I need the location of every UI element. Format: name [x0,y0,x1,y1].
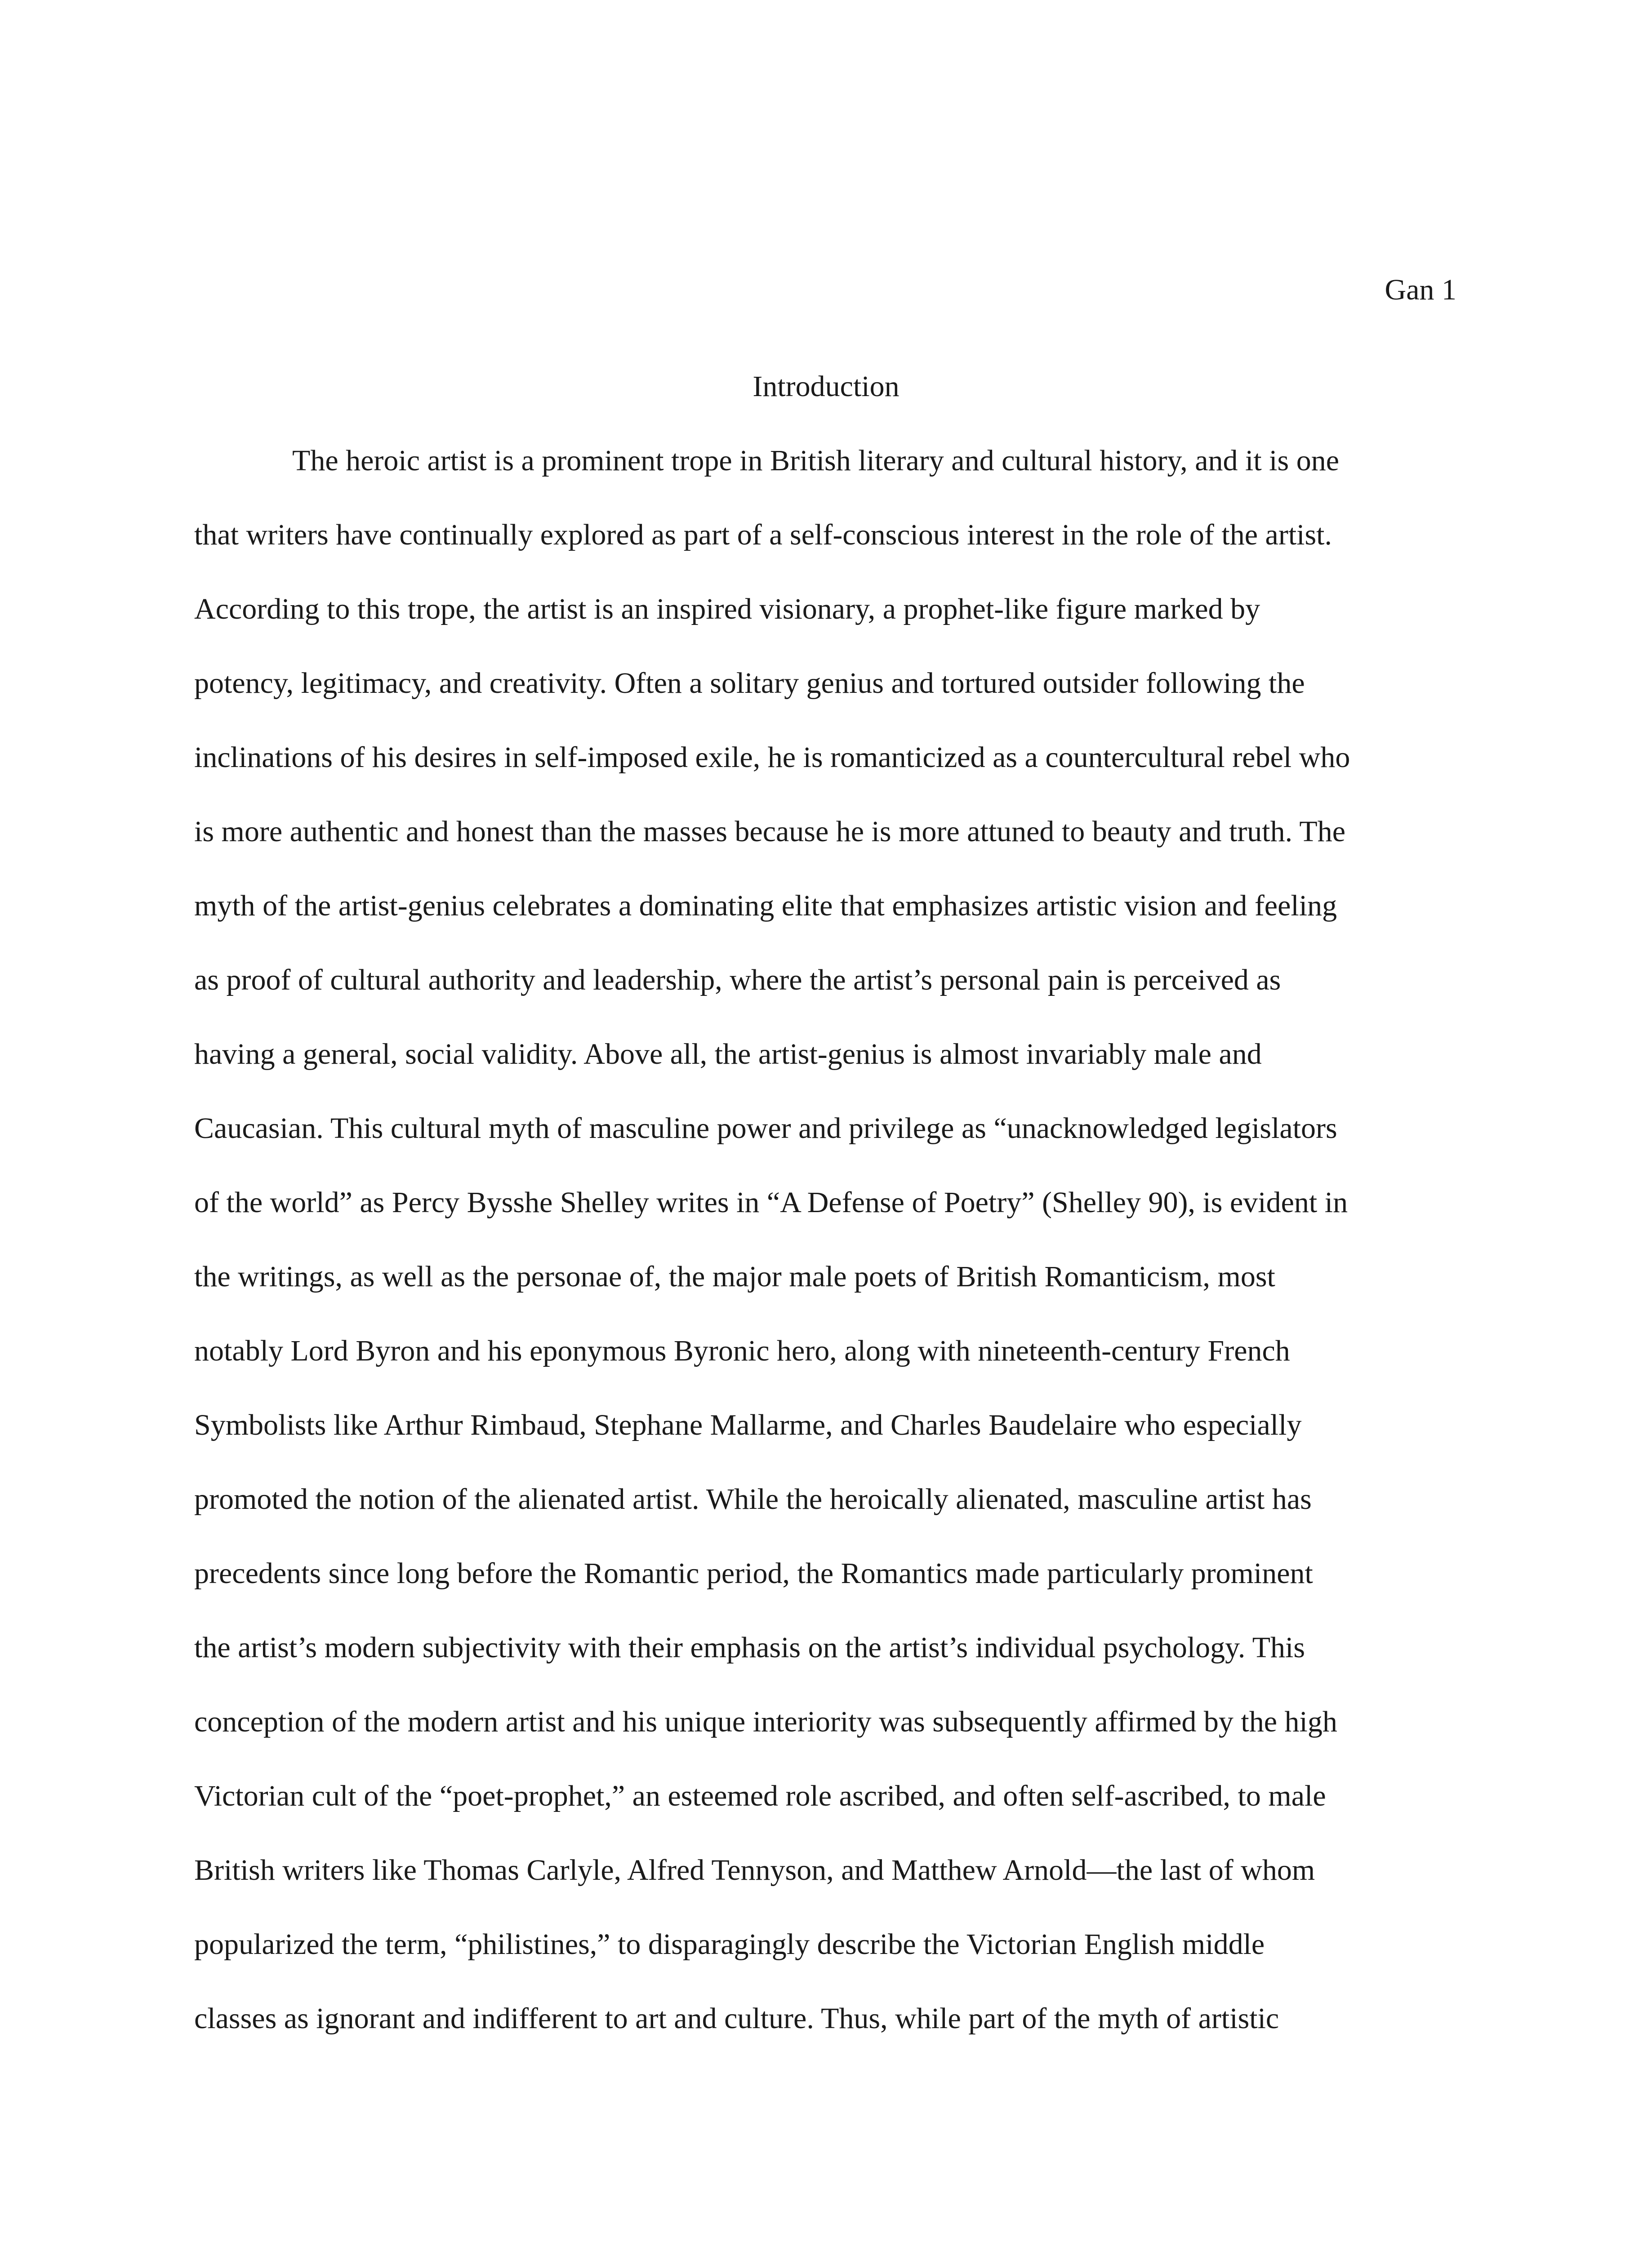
paragraph-line: potency, legitimacy, and creativity. Often a solitary genius and tortured outsider following the [194,667,1305,700]
paragraph-line: classes as ignorant and indifferent to art and culture. Thus, while part of the myth of artistic [194,2002,1279,2035]
paragraph-line: the writings, as well as the personae of, the major male poets of British Romanticism, most [194,1260,1275,1293]
section-heading: Introduction [753,370,899,403]
paragraph-line: is more authentic and honest than the masses because he is more attuned to beauty and truth. The [194,815,1346,848]
paragraph-line: conception of the modern artist and his unique interiority was subsequently affirmed by the high [194,1705,1337,1738]
paragraph-line: the artist’s modern subjectivity with their emphasis on the artist’s individual psychology. This [194,1631,1305,1664]
running-head: Gan 1 [1385,273,1456,306]
paragraph-line: notably Lord Byron and his eponymous Byronic hero, along with nineteenth-century French [194,1334,1290,1367]
paragraph-line: Caucasian. This cultural myth of masculine power and privilege as “unacknowledged legislators [194,1112,1337,1145]
paragraph-line: precedents since long before the Romantic period, the Romantics made particularly prominent [194,1557,1313,1590]
paragraph-line: as proof of cultural authority and leadership, where the artist’s personal pain is perceived as [194,963,1281,996]
paragraph-line: myth of the artist-genius celebrates a dominating elite that emphasizes artistic vision and feeling [194,889,1337,922]
body-paragraph [194,443,1457,2075]
paragraph-line: inclinations of his desires in self-imposed exile, he is romanticized as a countercultural rebel who [194,741,1350,774]
paragraph-line: of the world” as Percy Bysshe Shelley writes in “A Defense of Poetry” (Shelley 90), is evident in [194,1186,1348,1219]
paragraph-line: Victorian cult of the “poet-prophet,” an esteemed role ascribed, and often self-ascribed, to male [194,1780,1326,1812]
paragraph-line: promoted the notion of the alienated artist. While the heroically alienated, masculine artist has [194,1483,1312,1516]
paragraph-line: having a general, social validity. Above all, the artist-genius is almost invariably male and [194,1038,1262,1070]
paragraph-line: that writers have continually explored as part of a self-conscious interest in the role of the artist. [194,518,1332,551]
paragraph-line: The heroic artist is a prominent trope in British literary and cultural history, and it is one [292,444,1339,477]
paragraph-line: British writers like Thomas Carlyle, Alfred Tennyson, and Matthew Arnold—the last of whom [194,1854,1315,1887]
paragraph-line: Symbolists like Arthur Rimbaud, Stephane Mallarme, and Charles Baudelaire who especially [194,1409,1302,1441]
paragraph-line: popularized the term, “philistines,” to disparagingly describe the Victorian English middle [194,1928,1265,1961]
paragraph-line: According to this trope, the artist is an inspired visionary, a prophet-like figure marked by [194,593,1260,625]
